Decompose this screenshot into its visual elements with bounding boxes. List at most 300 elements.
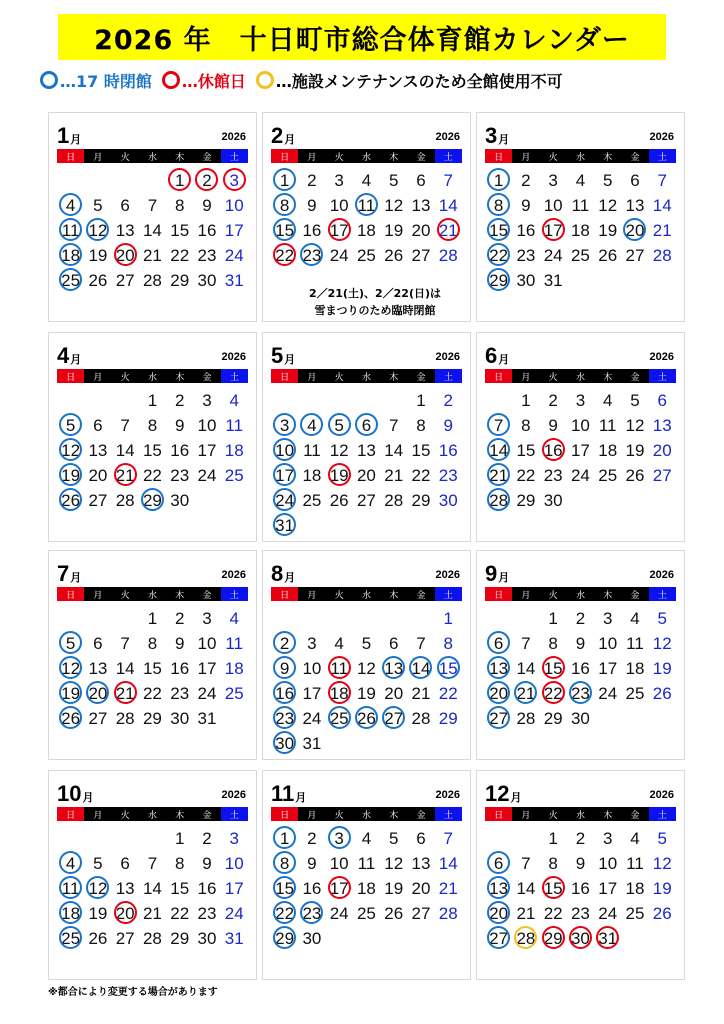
month-title: 6月 [485,343,510,368]
day-cell: 30 [543,490,563,510]
day-cell: 5 [93,195,103,215]
blue-circle-icon [40,71,58,89]
day-cell: 10 [224,853,244,873]
legend-maintenance-label: …施設メンテナンスのため全館使用不可 [275,71,563,91]
day-cell: 18 [570,220,590,240]
weekday-label: 木 [380,587,407,601]
week-row [271,606,462,631]
week-row [485,168,676,193]
weekday-label: 火 [112,149,139,163]
page-title: 2026 年 十日町市総合体育館カレンダー [58,14,666,60]
day-grid [57,826,248,951]
day-cell: 3 [202,390,212,410]
weekday-label: 日 [57,587,84,601]
day-cell: 5 [657,608,667,628]
day-cell-closed-17: 2 [271,631,298,656]
day-cell: 3 [575,390,586,410]
day-cell: 7 [521,633,531,653]
day-cell: 3 [307,633,317,653]
day-cell-holiday: 18 [326,681,353,706]
day-cell: 17 [598,878,618,898]
day-cell: 11 [626,633,644,653]
day-cell: 1 [416,390,426,410]
day-cell-closed-17: 10 [271,438,298,463]
day-cell: 9 [307,853,317,873]
day-cell: 27 [411,245,431,265]
day-cell: 2 [174,608,185,628]
week-row [57,268,248,293]
empty-cell [485,606,512,631]
month-year: 2026 [435,789,460,801]
day-cell: 9 [307,195,317,215]
week-row [485,826,676,851]
day-cell: 7 [120,415,130,435]
day-cell-closed-17: 29 [485,268,512,293]
legend [40,66,710,94]
day-cell: 5 [602,170,613,190]
month-header [57,343,248,368]
month-6 [476,332,685,542]
empty-cell [112,168,139,193]
day-cell: 6 [630,170,640,190]
day-cell: 20 [652,440,672,460]
weekday-label: 金 [193,807,220,821]
day-cell: 15 [170,878,190,898]
weekday-label: 月 [512,807,539,821]
day-grid [485,388,676,513]
day-cell: 16 [197,220,217,240]
month-title: 10月 [57,781,94,806]
weekday-label: 日 [57,369,84,383]
day-cell: 19 [598,220,618,240]
day-cell: 12 [329,440,349,460]
day-cell: 29 [543,708,563,728]
day-cell: 26 [652,683,672,703]
week-row [271,731,462,756]
day-cell-closed-17: 13 [485,876,512,901]
day-cell: 13 [625,195,645,215]
weekday-label: 月 [84,369,111,383]
weekday-label: 土 [649,149,676,163]
day-cell-closed-17: 31 [271,513,298,538]
day-cell: 9 [202,853,212,873]
month-header [271,561,462,586]
day-cell-closed-17: 12 [84,218,111,243]
day-cell: 21 [142,245,162,265]
day-cell: 25 [625,683,645,703]
weekday-label: 木 [380,807,407,821]
day-cell: 23 [170,465,190,485]
day-cell: 21 [516,903,536,923]
day-cell-closed-17: 13 [380,656,407,681]
legend-closed-17 [40,69,152,92]
day-cell: 16 [302,220,322,240]
month-title: 11月 [271,781,307,806]
month-10 [48,770,257,980]
weekday-label: 木 [594,807,621,821]
day-cell: 9 [521,195,531,215]
day-cell: 30 [197,270,217,290]
day-cell-closed-17: 18 [57,901,84,926]
month-header [57,123,248,148]
day-cell: 23 [516,245,536,265]
weekday-label: 日 [485,369,512,383]
day-cell-closed-17: 5 [57,413,84,438]
week-row [57,168,248,193]
day-cell-holiday: 19 [326,463,353,488]
day-cell: 14 [516,878,536,898]
weekday-label: 日 [57,149,84,163]
day-grid [485,168,676,293]
weekday-label: 月 [512,369,539,383]
empty-cell [380,388,407,413]
weekday-label: 火 [540,149,567,163]
month-header [485,123,676,148]
day-cell: 4 [630,828,640,848]
empty-cell [112,388,139,413]
day-cell-closed-17: 23 [298,901,325,926]
weekday-label: 日 [271,149,298,163]
week-row [271,851,462,876]
day-cell: 14 [115,658,135,678]
weekday-label: 木 [166,587,193,601]
weekday-label: 火 [326,807,353,821]
weekday-label: 月 [298,369,325,383]
day-cell: 1 [147,390,158,410]
empty-cell [112,606,139,631]
day-cell-closed-17: 3 [271,413,298,438]
day-cell: 18 [302,465,322,485]
week-row [57,926,248,951]
week-row [271,218,462,243]
day-cell: 4 [630,608,640,628]
day-cell: 24 [329,903,349,923]
day-cell: 24 [598,683,618,703]
empty-cell [298,606,325,631]
day-cell: 10 [570,415,590,435]
weekday-header [271,587,462,601]
week-row [57,656,248,681]
day-cell: 2 [548,390,558,410]
weekday-header [57,369,248,383]
day-cell: 10 [598,853,618,873]
day-cell: 10 [224,195,244,215]
day-cell-holiday: 31 [594,926,621,951]
weekday-label: 日 [485,807,512,821]
day-cell: 27 [411,903,431,923]
day-cell-closed-17: 15 [271,218,298,243]
week-row [271,513,462,538]
day-cell: 29 [170,270,190,290]
day-cell: 17 [197,658,217,678]
week-row [271,193,462,218]
day-cell: 11 [598,415,617,435]
day-cell: 24 [302,708,322,728]
month-title: 12月 [485,781,522,806]
feb-note-line1: 2／21(土)、2／22(日)は [308,287,442,300]
weekday-label: 日 [271,807,298,821]
day-cell-holiday: 21 [435,218,462,243]
day-cell-closed-17: 15 [485,218,512,243]
week-row [485,876,676,901]
weekday-label: 月 [298,807,325,821]
weekday-label: 水 [567,807,594,821]
empty-cell [380,606,407,631]
day-cell: 4 [361,170,372,190]
day-cell: 30 [570,708,590,728]
weekday-label: 木 [594,149,621,163]
weekday-label: 水 [353,369,380,383]
day-cell-closed-17: 21 [512,681,539,706]
day-cell: 14 [142,878,162,898]
day-cell-closed-17: 8 [271,851,298,876]
day-cell: 8 [147,633,158,653]
day-cell-closed-17: 23 [271,706,298,731]
day-cell-closed-17: 8 [271,193,298,218]
week-row [271,413,462,438]
day-cell: 29 [170,928,190,948]
day-cell: 30 [438,490,458,510]
empty-cell [353,388,380,413]
day-cell: 17 [224,220,244,240]
weekday-label: 土 [649,369,676,383]
day-cell: 3 [229,828,239,848]
day-cell: 19 [625,440,645,460]
month-year: 2026 [221,351,246,363]
empty-cell [84,388,111,413]
day-cell: 6 [93,415,103,435]
week-row [271,463,462,488]
day-cell: 24 [224,903,244,923]
week-row [57,876,248,901]
day-cell: 31 [302,733,322,753]
weekday-label: 月 [512,149,539,163]
day-cell-closed-17: 29 [139,488,166,513]
day-cell: 24 [329,245,349,265]
day-cell: 8 [548,633,558,653]
day-cell: 25 [302,490,322,510]
day-cell: 11 [357,853,376,873]
month-header [57,561,248,586]
weekday-label: 金 [193,587,220,601]
day-cell: 7 [147,195,158,215]
week-row [57,463,248,488]
day-cell: 20 [411,878,431,898]
footnote: ※都合により変更する場合があります [48,987,218,998]
day-cell: 16 [570,658,590,678]
day-cell: 10 [197,633,217,653]
month-3 [476,112,685,322]
day-cell: 17 [570,440,590,460]
week-row [271,388,462,413]
month-header [485,781,676,806]
weekday-label: 木 [380,369,407,383]
weekday-label: 水 [353,149,380,163]
day-cell: 24 [543,245,563,265]
empty-cell [326,606,353,631]
day-cell: 16 [516,220,536,240]
day-cell: 13 [652,415,672,435]
day-cell: 6 [416,828,426,848]
day-cell-holiday: 15 [540,656,567,681]
day-cell-closed-17: 22 [271,901,298,926]
day-cell: 7 [416,633,426,653]
day-cell: 4 [229,608,239,628]
empty-cell [57,606,84,631]
day-cell-closed-17: 18 [57,243,84,268]
day-cell-holiday: 21 [112,681,139,706]
weekday-label: 日 [485,587,512,601]
day-cell: 14 [516,658,536,678]
day-cell: 9 [202,195,212,215]
day-cell-closed-17: 12 [57,656,84,681]
month-year: 2026 [435,131,460,143]
day-cell: 23 [570,903,590,923]
day-cell: 14 [438,195,458,215]
day-cell: 7 [657,170,667,190]
day-cell-closed-17: 23 [298,243,325,268]
day-cell: 28 [652,245,672,265]
legend-closed-label: …17 時閉館 [60,71,152,91]
day-cell-closed-17: 27 [380,706,407,731]
week-row [57,218,248,243]
day-cell: 18 [224,440,244,460]
day-cell: 31 [197,708,217,728]
weekday-header [57,149,248,163]
day-cell: 28 [115,490,135,510]
weekday-label: 水 [139,149,166,163]
weekday-label: 金 [621,587,648,601]
weekday-header [485,807,676,821]
day-cell: 6 [120,195,130,215]
week-row [57,606,248,631]
day-cell: 6 [657,390,667,410]
day-cell: 3 [548,170,558,190]
day-cell: 3 [334,170,344,190]
week-row [57,488,248,513]
day-cell: 29 [142,708,162,728]
day-cell: 18 [356,220,376,240]
day-cell-holiday: 20 [112,243,139,268]
week-row [57,706,248,731]
day-cell: 3 [602,608,613,628]
day-cell: 15 [411,440,431,460]
day-cell: 9 [174,415,185,435]
day-cell: 27 [356,490,376,510]
day-cell: 13 [356,440,376,460]
day-cell: 10 [302,658,322,678]
day-cell: 12 [652,853,672,873]
day-cell: 4 [334,633,344,653]
day-cell-closed-17: 1 [271,826,298,851]
empty-cell [112,826,139,851]
month-7 [48,550,257,760]
month-header [485,343,676,368]
day-cell: 21 [384,465,404,485]
day-cell: 7 [443,828,453,848]
day-cell: 11 [571,195,590,215]
day-cell-closed-17: 26 [57,488,84,513]
day-cell: 18 [356,878,376,898]
empty-cell [84,168,111,193]
weekday-label: 月 [512,587,539,601]
day-cell: 12 [625,415,645,435]
day-cell-closed-17: 20 [84,681,111,706]
day-cell: 7 [443,170,453,190]
day-cell: 28 [384,490,404,510]
day-cell-maintenance: 28 [512,926,539,951]
day-cell-holiday: 29 [540,926,567,951]
day-cell-closed-17: 24 [271,488,298,513]
weekday-label: 土 [649,807,676,821]
day-cell-closed-17: 27 [485,706,512,731]
weekday-label: 木 [594,587,621,601]
day-cell: 28 [438,245,458,265]
day-cell: 19 [88,903,108,923]
day-cell: 18 [625,878,645,898]
week-row [271,826,462,851]
day-cell-closed-17: 12 [57,438,84,463]
day-cell-closed-17: 21 [485,463,512,488]
day-cell: 13 [115,878,135,898]
day-cell: 30 [302,928,322,948]
day-cell: 20 [384,683,404,703]
day-cell-closed-17: 4 [57,851,84,876]
day-cell: 24 [570,465,590,485]
weekday-label: 日 [57,807,84,821]
day-grid [271,606,462,756]
day-cell: 8 [174,853,185,873]
day-cell-closed-17: 4 [57,193,84,218]
month-year: 2026 [221,789,246,801]
day-cell: 4 [602,390,613,410]
day-cell-holiday: 30 [567,926,594,951]
day-cell: 19 [384,878,404,898]
day-cell: 4 [361,828,372,848]
weekday-label: 月 [298,149,325,163]
legend-holiday-label: …休館日 [181,71,246,91]
day-cell: 26 [652,903,672,923]
day-cell-closed-17: 5 [326,413,353,438]
week-row [485,218,676,243]
day-cell: 22 [516,465,536,485]
day-cell: 17 [224,878,244,898]
day-cell: 14 [115,440,135,460]
day-cell: 4 [575,170,586,190]
month-header [485,561,676,586]
legend-holiday [162,69,246,92]
day-cell: 19 [384,220,404,240]
weekday-header [271,149,462,163]
weekday-label: 金 [193,369,220,383]
week-row [271,438,462,463]
weekday-label: 土 [435,149,462,163]
yellow-circle-icon [256,71,274,89]
day-cell-holiday: 20 [112,901,139,926]
weekday-label: 月 [84,149,111,163]
day-cell: 28 [516,708,536,728]
weekday-label: 土 [221,149,248,163]
day-cell: 7 [388,415,399,435]
weekday-header [485,149,676,163]
day-cell-closed-17: 3 [326,826,353,851]
month-1 [48,112,257,322]
day-cell: 8 [174,195,185,215]
day-cell-holiday: 21 [112,463,139,488]
day-cell: 23 [197,245,217,265]
day-cell-closed-17: 6 [353,413,380,438]
month-header [57,781,248,806]
